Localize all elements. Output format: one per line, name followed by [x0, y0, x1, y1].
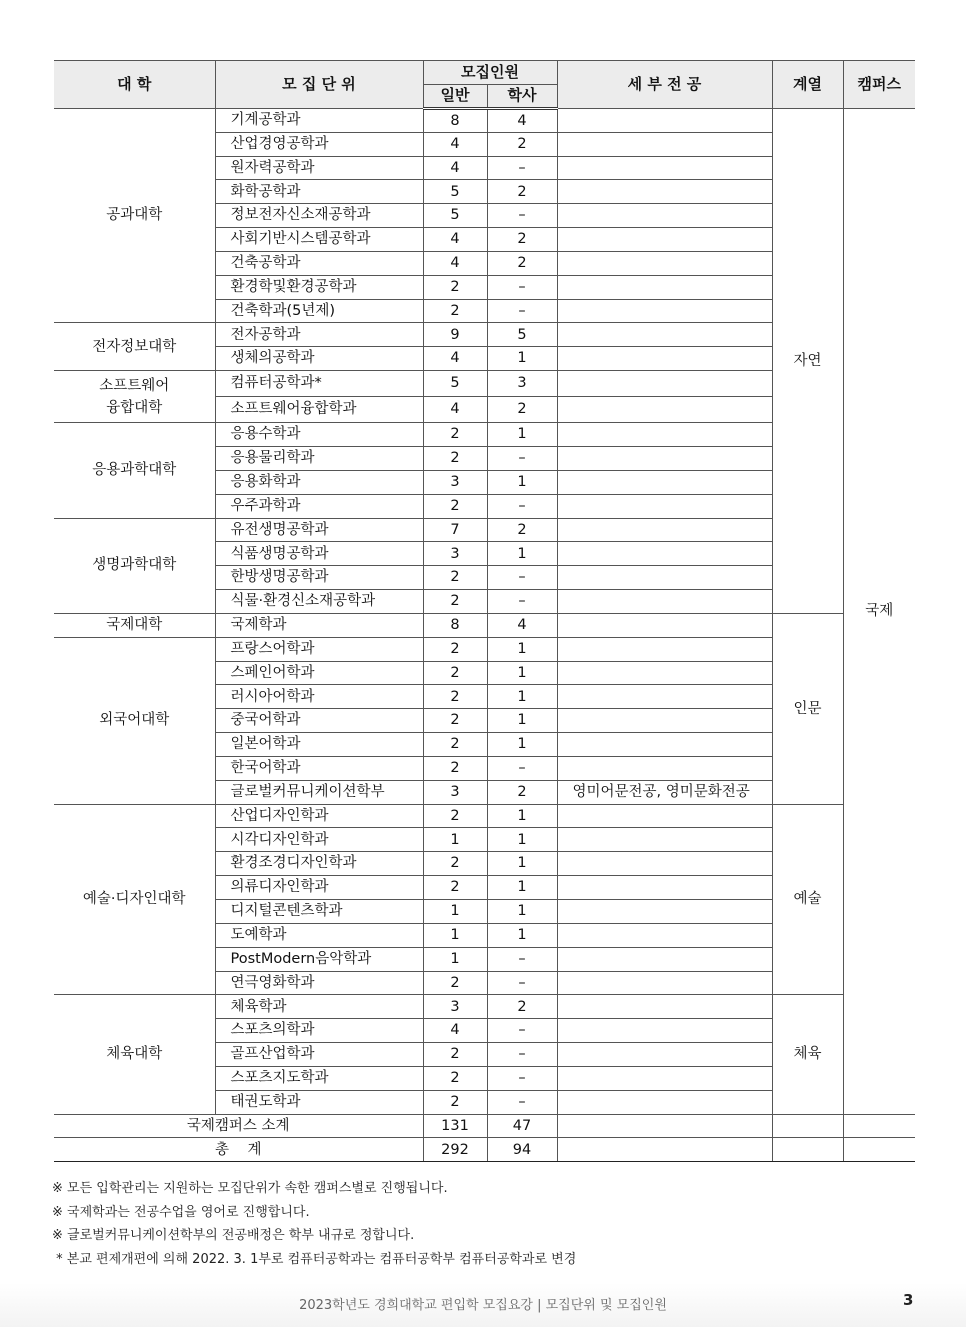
general-cell: 2	[423, 299, 487, 323]
table-row	[54, 613, 915, 637]
bachelor-cell: 3	[487, 371, 557, 397]
dept-cell: 한국어학과	[215, 756, 423, 780]
subtotal-bachelor: 47	[487, 1114, 557, 1138]
recruitment-table	[54, 60, 915, 1162]
detail-cell	[557, 275, 772, 299]
detail-cell	[557, 470, 772, 494]
college-cell: 공과대학	[54, 108, 215, 323]
header-detail: 세 부 전 공	[557, 61, 772, 109]
subtotal-campus	[843, 1114, 915, 1138]
general-cell: 1	[423, 923, 487, 947]
general-cell: 2	[423, 804, 487, 828]
general-cell: 2	[423, 971, 487, 995]
general-cell: 4	[423, 132, 487, 156]
detail-cell	[557, 299, 772, 323]
general-cell: 5	[423, 180, 487, 204]
dept-cell: 컴퓨터공학과*	[215, 371, 423, 397]
total-general: 292	[423, 1138, 487, 1162]
dept-cell: 건축공학과	[215, 251, 423, 275]
detail-cell	[557, 637, 772, 661]
table-row	[54, 108, 915, 132]
detail-cell	[557, 156, 772, 180]
bachelor-cell: –	[487, 566, 557, 590]
detail-cell	[557, 590, 772, 614]
detail-cell	[557, 1019, 772, 1043]
header-campus: 캠퍼스	[843, 61, 915, 109]
detail-cell	[557, 371, 772, 397]
field-cell: 인문	[772, 613, 843, 804]
dept-cell: 건축학과(5년제)	[215, 299, 423, 323]
general-cell: 8	[423, 108, 487, 132]
detail-cell	[557, 566, 772, 590]
detail-cell	[557, 397, 772, 423]
bachelor-cell: 2	[487, 180, 557, 204]
dept-cell: 프랑스어학과	[215, 637, 423, 661]
bachelor-cell: 1	[487, 900, 557, 924]
bachelor-cell: 1	[487, 470, 557, 494]
detail-cell	[557, 685, 772, 709]
total-label: 총 계	[54, 1138, 423, 1162]
header-bachelor: 학사	[487, 85, 557, 109]
bachelor-cell: 1	[487, 347, 557, 371]
dept-cell: 체육학과	[215, 995, 423, 1019]
general-cell: 2	[423, 494, 487, 518]
detail-cell	[557, 446, 772, 470]
bachelor-cell: 1	[487, 542, 557, 566]
dept-cell: 환경학및환경공학과	[215, 275, 423, 299]
subtotal-row	[54, 1114, 915, 1138]
bachelor-cell: –	[487, 204, 557, 228]
detail-cell	[557, 852, 772, 876]
note-1: ※ 모든 입학관리는 지원하는 모집단위가 속한 캠퍼스별로 진행됩니다.	[52, 1181, 448, 1196]
dept-cell: 응용수학과	[215, 423, 423, 447]
dept-cell: 스페인어학과	[215, 661, 423, 685]
general-cell: 2	[423, 661, 487, 685]
detail-cell	[557, 733, 772, 757]
dept-cell: 소프트웨어융합학과	[215, 397, 423, 423]
bachelor-cell: –	[487, 971, 557, 995]
bachelor-cell: –	[487, 947, 557, 971]
dept-cell: 산업디자인학과	[215, 804, 423, 828]
subtotal-detail	[557, 1114, 772, 1138]
detail-cell	[557, 971, 772, 995]
total-bachelor: 94	[487, 1138, 557, 1162]
dept-cell: 우주과학과	[215, 494, 423, 518]
detail-cell	[557, 180, 772, 204]
dept-cell: 기계공학과	[215, 108, 423, 132]
header-recruit: 모집인원	[423, 61, 557, 85]
general-cell: 2	[423, 423, 487, 447]
dept-cell: 도예학과	[215, 923, 423, 947]
bachelor-cell: –	[487, 1066, 557, 1090]
general-cell: 1	[423, 900, 487, 924]
dept-cell: 전자공학과	[215, 323, 423, 347]
bachelor-cell: –	[487, 156, 557, 180]
dept-cell: 응용화학과	[215, 470, 423, 494]
campus-cell: 국제	[843, 108, 915, 1114]
dept-cell: 연극영화학과	[215, 971, 423, 995]
total-detail	[557, 1138, 772, 1162]
detail-cell	[557, 494, 772, 518]
note-2: ※ 국제학과는 전공수업을 영어로 진행합니다.	[52, 1204, 310, 1220]
total-row	[54, 1138, 915, 1162]
dept-cell: 시각디자인학과	[215, 828, 423, 852]
general-cell: 4	[423, 251, 487, 275]
detail-cell	[557, 228, 772, 252]
dept-cell: 디지털콘텐츠학과	[215, 900, 423, 924]
dept-cell: 원자력공학과	[215, 156, 423, 180]
dept-cell: PostModern음악학과	[215, 947, 423, 971]
dept-cell: 생체의공학과	[215, 347, 423, 371]
total-field	[772, 1138, 843, 1162]
notes	[52, 1177, 576, 1271]
college-cell: 국제대학	[54, 613, 215, 637]
bachelor-cell: 1	[487, 828, 557, 852]
bachelor-cell: 2	[487, 995, 557, 1019]
bachelor-cell: 1	[487, 423, 557, 447]
general-cell: 4	[423, 156, 487, 180]
dept-cell: 일본어학과	[215, 733, 423, 757]
bachelor-cell: 1	[487, 876, 557, 900]
header-college: 대 학	[54, 61, 215, 109]
college-cell: 예술·디자인대학	[54, 804, 215, 995]
detail-cell	[557, 804, 772, 828]
page-number: 3	[903, 1291, 914, 1309]
bachelor-cell: –	[487, 446, 557, 470]
detail-cell	[557, 1066, 772, 1090]
table-row	[54, 995, 915, 1019]
detail-cell	[557, 251, 772, 275]
general-cell: 2	[423, 876, 487, 900]
detail-cell	[557, 947, 772, 971]
subtotal-general: 131	[423, 1114, 487, 1138]
general-cell: 2	[423, 1066, 487, 1090]
general-cell: 1	[423, 828, 487, 852]
table-row	[54, 804, 915, 828]
detail-cell: 영미어문전공, 영미문화전공	[557, 780, 772, 804]
subtotal-field	[772, 1114, 843, 1138]
subtotal-label: 국제캠퍼스 소계	[54, 1114, 423, 1138]
college-cell: 소프트웨어 융합대학	[54, 371, 215, 423]
bachelor-cell: 1	[487, 709, 557, 733]
general-cell: 9	[423, 323, 487, 347]
dept-cell: 태권도학과	[215, 1090, 423, 1114]
bachelor-cell: 1	[487, 804, 557, 828]
detail-cell	[557, 108, 772, 132]
general-cell: 2	[423, 446, 487, 470]
general-cell: 2	[423, 637, 487, 661]
bachelor-cell: 2	[487, 228, 557, 252]
college-cell: 전자정보대학	[54, 323, 215, 371]
bachelor-cell: –	[487, 1043, 557, 1067]
bachelor-cell: –	[487, 494, 557, 518]
detail-cell	[557, 204, 772, 228]
bachelor-cell: –	[487, 756, 557, 780]
general-cell: 2	[423, 1090, 487, 1114]
detail-cell	[557, 1043, 772, 1067]
bachelor-cell: –	[487, 590, 557, 614]
college-cell: 체육대학	[54, 995, 215, 1114]
general-cell: 8	[423, 613, 487, 637]
header-general: 일반	[423, 85, 487, 109]
dept-cell: 식물·환경신소재공학과	[215, 590, 423, 614]
bachelor-cell: 1	[487, 637, 557, 661]
general-cell: 5	[423, 371, 487, 397]
dept-cell: 사회기반시스템공학과	[215, 228, 423, 252]
bachelor-cell: 1	[487, 733, 557, 757]
detail-cell	[557, 828, 772, 852]
header-field: 계열	[772, 61, 843, 109]
detail-cell	[557, 347, 772, 371]
general-cell: 3	[423, 542, 487, 566]
general-cell: 2	[423, 756, 487, 780]
detail-cell	[557, 756, 772, 780]
general-cell: 4	[423, 1019, 487, 1043]
bachelor-cell: 5	[487, 323, 557, 347]
bachelor-cell: –	[487, 299, 557, 323]
dept-cell: 국제학과	[215, 613, 423, 637]
general-cell: 7	[423, 518, 487, 542]
dept-cell: 러시아어학과	[215, 685, 423, 709]
general-cell: 3	[423, 780, 487, 804]
dept-cell: 정보전자신소재공학과	[215, 204, 423, 228]
general-cell: 2	[423, 275, 487, 299]
note-4: * 본교 편제개편에 의해 2022. 3. 1부로 컴퓨터공학과는 컴퓨터공학부 컴퓨터공학과로 변경	[52, 1251, 577, 1267]
field-cell: 자연	[772, 108, 843, 613]
detail-cell	[557, 613, 772, 637]
detail-cell	[557, 661, 772, 685]
field-cell: 예술	[772, 804, 843, 995]
detail-cell	[557, 995, 772, 1019]
detail-cell	[557, 876, 772, 900]
field-cell: 체육	[772, 995, 843, 1114]
dept-cell: 산업경영공학과	[215, 132, 423, 156]
general-cell: 4	[423, 397, 487, 423]
general-cell: 4	[423, 228, 487, 252]
general-cell: 3	[423, 995, 487, 1019]
dept-cell: 화학공학과	[215, 180, 423, 204]
bachelor-cell: 4	[487, 613, 557, 637]
dept-cell: 한방생명공학과	[215, 566, 423, 590]
detail-cell	[557, 518, 772, 542]
header-unit: 모 집 단 위	[215, 61, 423, 109]
bachelor-cell: 1	[487, 661, 557, 685]
bachelor-cell: 1	[487, 852, 557, 876]
bachelor-cell: 2	[487, 251, 557, 275]
general-cell: 2	[423, 733, 487, 757]
bachelor-cell: 2	[487, 518, 557, 542]
detail-cell	[557, 542, 772, 566]
bachelor-cell: –	[487, 1019, 557, 1043]
bachelor-cell: 2	[487, 397, 557, 423]
general-cell: 2	[423, 590, 487, 614]
bachelor-cell: 2	[487, 780, 557, 804]
college-cell: 생명과학대학	[54, 518, 215, 613]
detail-cell	[557, 709, 772, 733]
detail-cell	[557, 900, 772, 924]
bachelor-cell: 4	[487, 108, 557, 132]
general-cell: 2	[423, 685, 487, 709]
detail-cell	[557, 923, 772, 947]
dept-cell: 식품생명공학과	[215, 542, 423, 566]
general-cell: 2	[423, 566, 487, 590]
dept-cell: 중국어학과	[215, 709, 423, 733]
general-cell: 2	[423, 852, 487, 876]
general-cell: 2	[423, 709, 487, 733]
dept-cell: 스포츠의학과	[215, 1019, 423, 1043]
dept-cell: 스포츠지도학과	[215, 1066, 423, 1090]
bachelor-cell: 2	[487, 132, 557, 156]
general-cell: 4	[423, 347, 487, 371]
dept-cell: 글로벌커뮤니케이션학부	[215, 780, 423, 804]
bachelor-cell: 1	[487, 685, 557, 709]
bachelor-cell: 1	[487, 923, 557, 947]
college-cell: 응용과학대학	[54, 423, 215, 518]
general-cell: 2	[423, 1043, 487, 1067]
dept-cell: 응용물리학과	[215, 446, 423, 470]
dept-cell: 골프산업학과	[215, 1043, 423, 1067]
detail-cell	[557, 323, 772, 347]
detail-cell	[557, 132, 772, 156]
detail-cell	[557, 423, 772, 447]
bachelor-cell: –	[487, 1090, 557, 1114]
general-cell: 5	[423, 204, 487, 228]
dept-cell: 의류디자인학과	[215, 876, 423, 900]
general-cell: 3	[423, 470, 487, 494]
detail-cell	[557, 1090, 772, 1114]
footer-text: 2023학년도 경희대학교 편입학 모집요강 | 모집단위 및 모집인원	[299, 1298, 667, 1313]
dept-cell: 유전생명공학과	[215, 518, 423, 542]
college-cell: 외국어대학	[54, 637, 215, 804]
bachelor-cell: –	[487, 275, 557, 299]
total-campus	[843, 1138, 915, 1162]
general-cell: 1	[423, 947, 487, 971]
dept-cell: 환경조경디자인학과	[215, 852, 423, 876]
note-3: ※ 글로벌커뮤니케이션학부의 전공배정은 학부 내규로 정합니다.	[52, 1228, 415, 1243]
